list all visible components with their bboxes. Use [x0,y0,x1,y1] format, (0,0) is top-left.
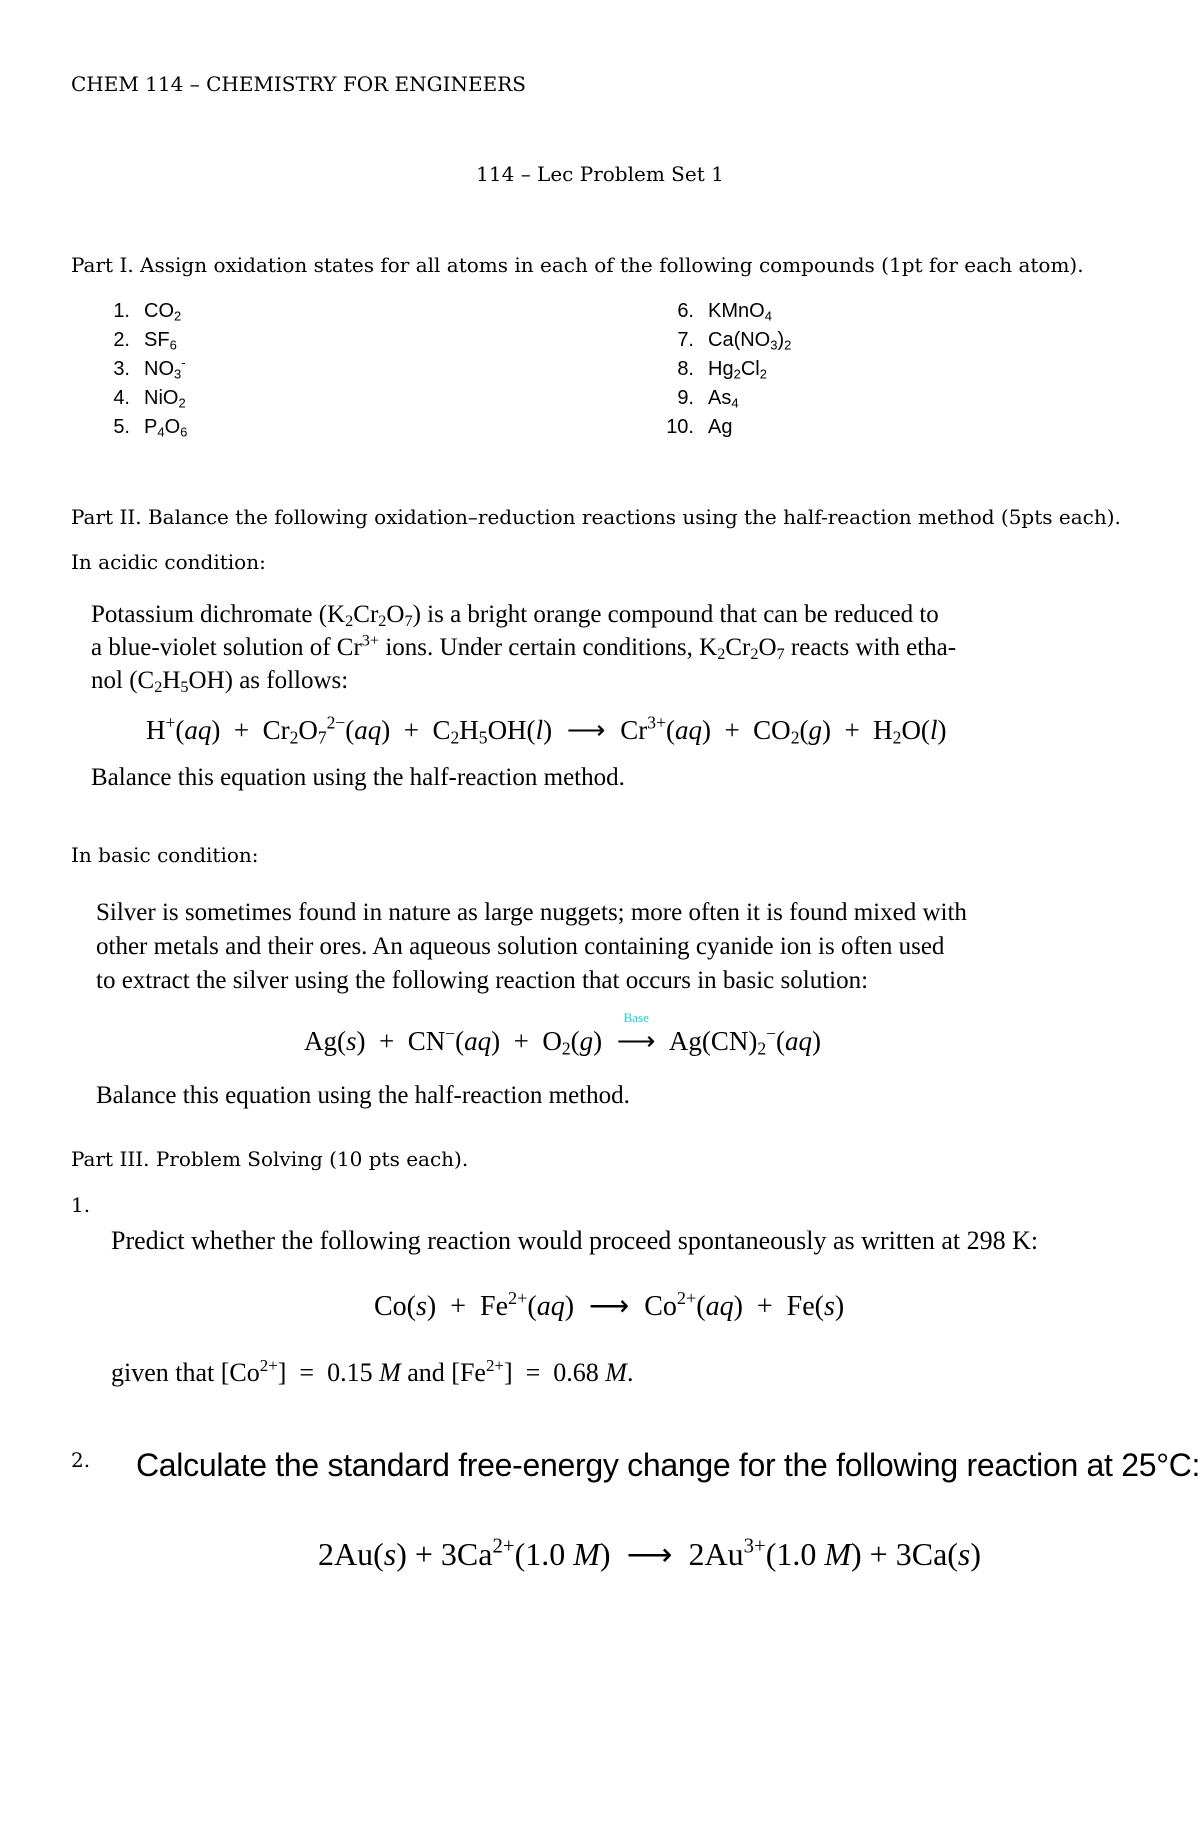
list-item: 9. $As_4$ [677,387,739,411]
list-item: 2. $SF_6$ [113,329,177,353]
arrow-label: Base [623,1010,649,1025]
acidic-text-line: nol $(C_2H_5OH)$ as follows: [91,667,349,697]
basic-text-line: Silver is sometimes found in nature as large nuggets; more often it is found mixed with [96,899,967,926]
basic-label: In basic condition: [71,843,259,867]
list-item: 4. NiO$_2$ [113,387,186,411]
problem1-text: Predict whether the following reaction would proceed spontaneously as written at 298 K: [111,1226,1039,1255]
list-item: 3. $NO_3^-$ [113,355,186,382]
basic-text-line: other metals and their ores. An aqueous solution containing cyanide ion is often used [96,933,945,960]
acidic-text-line: a blue-violet solution of $Cr^{3+}$ ions. Under certain conditions, $K_2Cr_2O_7$ reacts with etha- [91,631,957,664]
list-item: 1. $CO_2$ [113,300,182,324]
list-item: 5. $P_4O_6$ [113,416,188,440]
problem1-equation: $Co(s) + Fe^{2+}(aq)$ ⟶ $Co^{2+}(aq) + Fe(s)$ [374,1288,845,1322]
problem1-given: given that $[Co^{2+}] = 0.15$ M and $[Fe^{2+}] = 0.68$ M. [111,1355,634,1387]
basic-text-line: to extract the silver using the following reaction that occurs in basic solution: [96,967,869,994]
problem-set-title: 114 – Lec Problem Set 1 [476,162,724,186]
acidic-balance-text: Balance this equation using the half-reaction method. [91,764,625,791]
list-item: 10. Ag [666,416,733,438]
acidic-equation: $H^+(aq) + Cr_2O_7^{2-}(aq) + C_2H_5OH(l)$ ⟶ $Cr^{3+}(aq) + CO_2(g) + H_2O(l)$ [146,712,947,748]
list-item: 6. KMnO$_4$ [677,300,772,324]
part2-heading: Part II. Balance the following oxidation–reduction reactions using the half-reaction method (5pts each). [71,505,1121,529]
list-item: 7. $Ca(NO_3)_2$ [677,329,792,353]
part3-heading: Part III. Problem Solving (10 pts each). [71,1147,469,1171]
acidic-text-line: Potassium dichromate $(K_2Cr_2O_7)$ is a bright orange compound that can be reduced to [91,601,939,631]
basic-balance-text: Balance this equation using the half-reaction method. [96,1082,630,1109]
course-title: CHEM 114 – CHEMISTRY FOR ENGINEERS [71,72,526,96]
acidic-label: In acidic condition: [71,550,266,574]
problem-number: 1. [71,1193,91,1217]
problem2-equation: $2Au(s) + 3Ca^{2+}(1.0$ M) ⟶ $2Au^{3+}(1.0$ M) + 3Ca(s) [318,1534,982,1572]
list-item: 8. $Hg_2Cl_2$ [677,358,767,382]
problem2-text: Calculate the standard free-energy change for the following reaction at 25°C: [136,1447,1200,1483]
problem-number: 2. [71,1448,91,1472]
part1-heading: Part I. Assign oxidation states for all atoms in each of the following compounds (1pt for each atom). [71,253,1084,277]
basic-equation: $Ag(s) + CN^-(aq) + O_2(g)$ Base ⟶ $Ag(CN)_2^-(aq)$ [304,1010,821,1059]
